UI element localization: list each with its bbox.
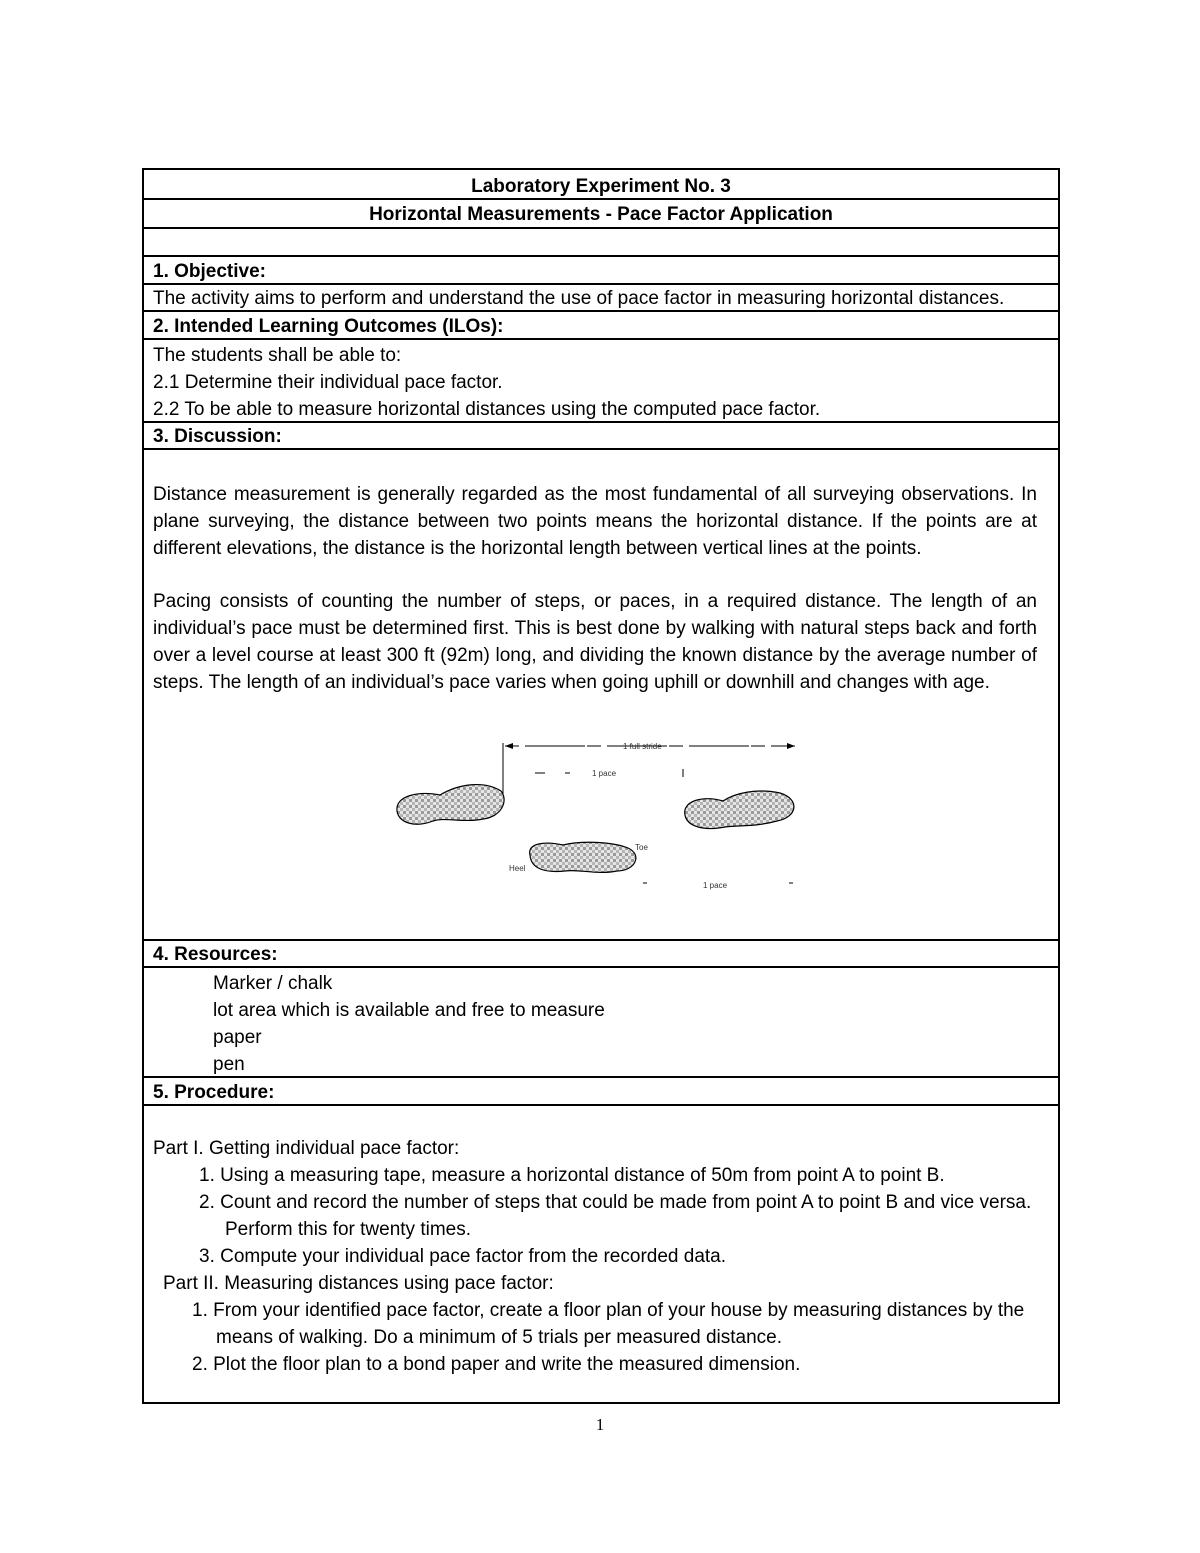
document-title: Laboratory Experiment No. 3 bbox=[471, 176, 731, 197]
footprint-icon bbox=[397, 785, 504, 825]
pace-label-top: 1 pace bbox=[592, 769, 617, 778]
heel-label: Heel bbox=[509, 864, 526, 873]
resource-item: pen bbox=[213, 1054, 245, 1075]
procedure-part1-title: Part I. Getting individual pace factor: bbox=[153, 1138, 460, 1159]
footprint-icon bbox=[530, 842, 636, 872]
discussion-heading: 3. Discussion: bbox=[153, 426, 282, 447]
discussion-paragraph: Pacing consists of counting the number of steps, or paces, in a required distance. The length of an individual’s pace must be determined first. This is best done by walking with natural steps back and forth over a level course at least 300 ft (92m) long, and dividing the known distance by the average number of steps. The length of an individual’s pace varies when going uphill or downhill and changes with age. bbox=[153, 591, 1037, 693]
pace-stride-figure bbox=[385, 733, 815, 903]
procedure-step: 1. From your identified pace factor, create a floor plan of your house by measuring distances by the bbox=[192, 1300, 1025, 1321]
objective-text: The activity aims to perform and understand the use of pace factor in measuring horizontal distances. bbox=[153, 288, 1005, 309]
procedure-step-continuation: means of walking. Do a minimum of 5 trials per measured distance. bbox=[216, 1327, 783, 1348]
ilos-heading: 2. Intended Learning Outcomes (ILOs): bbox=[153, 316, 504, 337]
divider bbox=[144, 1104, 1058, 1106]
procedure-part2-title: Part II. Measuring distances using pace factor: bbox=[163, 1273, 554, 1294]
procedure-step-continuation: Perform this for twenty times. bbox=[225, 1219, 472, 1240]
ilo-item: 2.2 To be able to measure horizontal distances using the computed pace factor. bbox=[153, 399, 821, 420]
page-number: 1 bbox=[595, 1415, 605, 1434]
toe-label: Toe bbox=[635, 843, 648, 852]
resource-item: paper bbox=[213, 1027, 262, 1048]
divider bbox=[144, 939, 1058, 941]
divider bbox=[144, 448, 1058, 450]
divider bbox=[144, 310, 1058, 312]
objective-heading: 1. Objective: bbox=[153, 261, 266, 282]
procedure-step: 1. Using a measuring tape, measure a horizontal distance of 50m from point A to point B. bbox=[199, 1165, 945, 1186]
document-subtitle: Horizontal Measurements - Pace Factor Application bbox=[369, 204, 833, 225]
procedure-step: 2. Count and record the number of steps that could be made from point A to point B and vice versa. bbox=[199, 1192, 1032, 1213]
divider bbox=[144, 227, 1058, 229]
procedure-step: 3. Compute your individual pace factor from the recorded data. bbox=[199, 1246, 727, 1267]
procedure-heading: 5. Procedure: bbox=[153, 1082, 275, 1103]
divider bbox=[144, 1076, 1058, 1078]
ilos-intro: The students shall be able to: bbox=[153, 345, 402, 366]
ilo-item: 2.1 Determine their individual pace factor. bbox=[153, 372, 503, 393]
resource-item: lot area which is available and free to measure bbox=[213, 1000, 605, 1021]
footprint-icon bbox=[685, 791, 794, 829]
divider bbox=[144, 421, 1058, 423]
stride-label: 1 full stride bbox=[623, 742, 662, 751]
divider bbox=[144, 338, 1058, 340]
resource-item: Marker / chalk bbox=[213, 973, 333, 994]
pace-label-bottom: 1 pace bbox=[703, 881, 728, 890]
divider bbox=[144, 198, 1058, 200]
procedure-step: 2. Plot the floor plan to a bond paper and write the measured dimension. bbox=[192, 1354, 801, 1375]
discussion-paragraph: Distance measurement is generally regarded as the most fundamental of all surveying observations. In plane surveying, the distance between two points means the horizontal distance. If the points are at different elevations, the distance is the horizontal length between vertical lines at the points. bbox=[153, 484, 1037, 559]
divider bbox=[144, 966, 1058, 968]
divider bbox=[144, 255, 1058, 257]
resources-heading: 4. Resources: bbox=[153, 944, 278, 965]
